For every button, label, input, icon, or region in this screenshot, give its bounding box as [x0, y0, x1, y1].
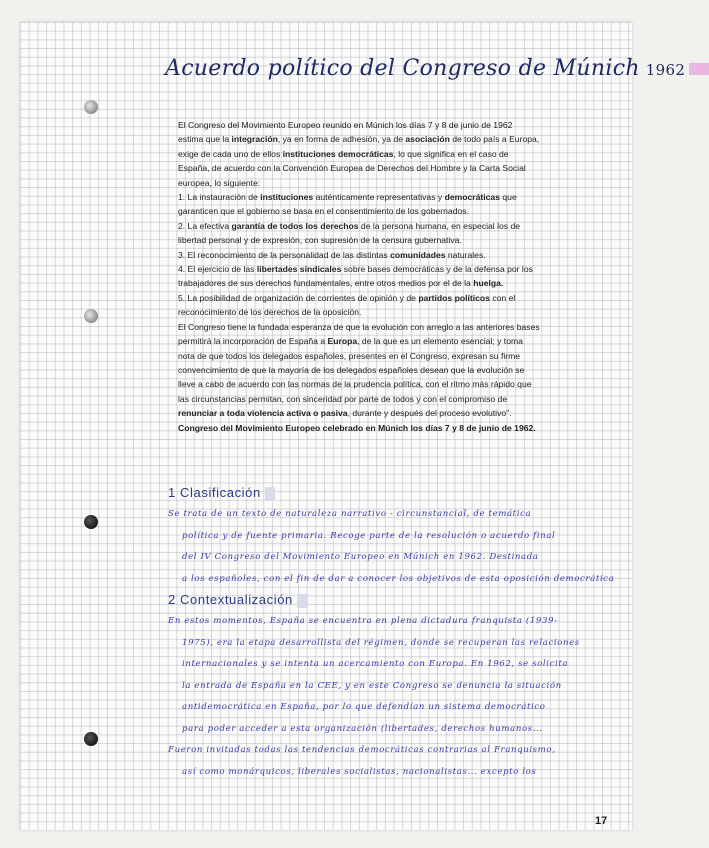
text-run: , ya en forma de adhesión, ya de	[277, 134, 406, 145]
handwritten-contextualizacion	[168, 611, 608, 783]
section-heading-contextualizacion: 2 Contextualización	[168, 592, 307, 608]
handwritten-line: política y de fuente primaria. Recoge parte de la resolución o acuerdo final	[182, 530, 556, 541]
text-run: sobre bases democráticas y de la defensa por los trabajadores de sus derechos fundamentales, entre otros medios por el de la	[178, 264, 533, 289]
text-run: 5. La posibilidad de organización de corrientes de opinión y de	[178, 292, 419, 303]
text-run: 3. El reconocimiento de la personalidad de las distintas	[178, 249, 391, 260]
bold-text: asociación	[405, 134, 450, 145]
bold-text: garantía de todos los derechos	[231, 220, 359, 231]
punch-hole-icon	[84, 732, 98, 746]
bold-text: Europa	[327, 336, 358, 347]
bold-text: instituciones	[260, 192, 314, 203]
text-run: naturales.	[445, 249, 486, 260]
handwritten-line: para poder acceder a esta organización (libertades, derechos humanos...	[182, 723, 543, 734]
text-run: de todo país a Europa, exige de cada uno de ellos	[178, 134, 540, 159]
source-line: Congreso del Movimiento Europeo celebrado en Múnich los días 7 y 8 de junio de 1962.	[178, 422, 536, 433]
bold-text: integración	[231, 134, 278, 145]
text-run: que garanticen que el gobierno se basa en el consentimiento de los gobernados.	[178, 192, 517, 217]
handwritten-line: a los españoles, con el fin de dar a conocer los objetivos de esta oposición democrática	[182, 573, 615, 584]
closing-paragraph	[178, 320, 540, 421]
bold-text: instituciones democráticas	[282, 148, 394, 159]
section-heading-clasificacion: 1 Clasificación	[168, 485, 275, 501]
notebook-page	[20, 22, 686, 830]
handwritten-clasificacion	[168, 504, 615, 590]
list-item	[178, 219, 540, 248]
handwritten-line: internacionales y se intenta un acercamiento con Europa. En 1962, se solicita	[182, 659, 569, 669]
list-item	[178, 190, 540, 219]
punch-hole-icon	[84, 515, 98, 529]
handwritten-line: 1975), era la etapa desarrollista del régimen, donde se recuperan las relaciones	[182, 637, 580, 648]
text-run: , lo que significa en el caso de España, de acuerdo con la Convención Europea de Derechos del Hombre y la Carta Social europea, lo siguiente:	[178, 148, 526, 188]
text-run: 2. La efectiva	[178, 220, 232, 231]
bold-text: comunidades	[390, 249, 446, 260]
text-run: 4. El ejercicio de las	[178, 264, 257, 275]
page-title	[165, 56, 686, 81]
bold-text: renunciar a toda violencia activa o pasiva	[178, 408, 348, 419]
text-run: , de la que es un elemento esencial; y toma nota de que todos los delegados españoles, presentes en el Congreso, expresan su firme convencimiento de que la mayoría de los delegados españoles desean que la evolución se lleve a cabo de acuerdo con las normas de la prudencia política, con el ritmo más rápido que las circunstancias permitan, con sinceridad por parte de todos y con el compromiso de	[178, 336, 532, 404]
punch-hole-icon	[84, 309, 98, 323]
bold-text: partidos políticos	[418, 292, 490, 303]
handwritten-line: Se trata de un texto de naturaleza narrativo - circunstancial, de temática	[168, 509, 532, 519]
page-number: 17	[595, 815, 608, 827]
bold-text: democráticas	[444, 192, 500, 203]
text-run: de la persona humana, en especial los de libertad personal y de expresión, con supresión de la censura gubernativa.	[178, 220, 521, 246]
text-run: El Congreso tiene la fundada esperanza de que la evolución con arreglo a las anteriores bases permitirá la incorporación de España a	[178, 321, 540, 347]
highlighter-mark	[689, 63, 709, 75]
list-item	[178, 262, 540, 291]
list-item	[178, 291, 540, 320]
handwritten-line: la entrada de España en la CEE, y en este Congreso se denuncia la situación	[182, 680, 562, 691]
text-run: auténticamente representativas y	[313, 192, 445, 203]
list-item	[178, 248, 540, 262]
title-year: 1962	[645, 61, 686, 79]
points-list	[178, 190, 540, 320]
text-run: , durante y después del proceso evolutivo".	[347, 408, 512, 419]
punch-hole-icon	[84, 100, 98, 114]
handwritten-line: Fueron invitadas todas las tendencias democráticas contrarias al Franquismo,	[168, 745, 556, 755]
text-run: con el reconocimiento de los derechos de la oposición.	[178, 292, 516, 318]
bold-text: huelga.	[473, 278, 504, 289]
printed-source-text	[178, 118, 540, 435]
handwritten-line: del IV Congreso del Movimiento Europeo en Múnich en 1962. Destinada	[182, 552, 539, 562]
intro-paragraph	[178, 118, 540, 190]
bold-text: libertades sindicales	[256, 264, 342, 275]
handwritten-line: antidemocrática en España, por lo que defendían un sistema democrático	[182, 702, 546, 712]
handwritten-line: En estos momentos, España se encuentra en plena dictadura franquista (1939-	[168, 616, 558, 626]
handwritten-line: así como monárquicos, liberales socialistas, nacionalistas... excepto los	[182, 766, 537, 777]
text-run: 1. La instauración de	[178, 192, 261, 203]
title-main: Acuerdo político del Congreso de Múnich	[165, 56, 640, 81]
text-run: El Congreso del Movimiento Europeo reunido en Múnich los días 7 y 8 de junio de 1962 estima que la	[178, 120, 513, 145]
